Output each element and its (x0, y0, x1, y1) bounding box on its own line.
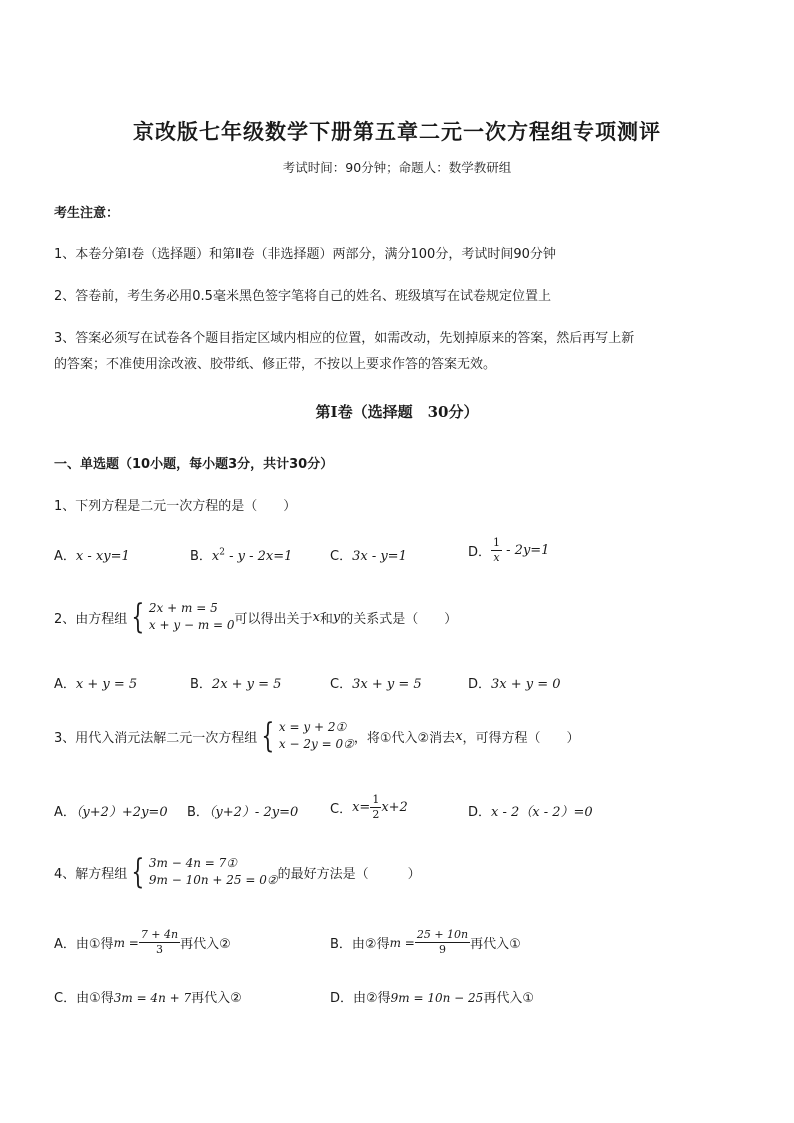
option-expr: x - xy=1 (75, 549, 130, 564)
q3-option-c[interactable] (330, 793, 408, 822)
system-eq-2: 9m − 10n + 25 = 0② (148, 873, 278, 887)
q2-option-b[interactable] (190, 673, 281, 692)
option-label: D． (330, 991, 354, 1006)
q3-option-d[interactable] (468, 801, 593, 820)
option-expr: （y+2）+2y=0 (75, 805, 168, 820)
part-heading: 一、单选题（10小题，每小题3分，共计30分） (54, 457, 334, 472)
option-expr-pre: x= (352, 800, 371, 815)
option-expr: - 2y=1 (502, 543, 550, 558)
option-label: A． (54, 805, 76, 820)
stem-suffix-a: ，将①代入②消去 (353, 730, 456, 746)
option-expr: 9m = 10n − 25 (390, 991, 484, 1005)
question-1-stem: 1、下列方程是二元一次方程的是（ ） (54, 499, 297, 514)
option-label: D． (468, 545, 492, 560)
question-4-stem (54, 852, 421, 892)
stem-prefix: 3、用代入消元法解二元一次方程组 (54, 730, 258, 746)
option-expr-post: x+2 (381, 800, 408, 815)
option-exponent: 2 (219, 547, 225, 558)
option-lhs: m = (113, 935, 139, 950)
fraction-denominator: 2 (372, 808, 380, 821)
equation-system (127, 852, 278, 892)
brace-icon: { (131, 852, 145, 892)
notice-item-3-cont: 的答案；不准使用涂改液、胶带纸、修正带，不按以上要求作答的答案无效。 (54, 357, 497, 372)
stem-suffix-c: 的关系式是（ ） (340, 611, 458, 627)
q2-option-c[interactable] (330, 673, 422, 692)
notice-item-3: 3、答案必须写在试卷各个题目指定区域内相应的位置，如需改动，先划掉原来的答案，然后再写上新 (54, 331, 635, 346)
option-fraction (491, 536, 502, 565)
option-fraction (415, 928, 470, 957)
q4-option-c[interactable] (54, 987, 242, 1006)
stem-suffix-a: 可以得出关于 (234, 611, 313, 627)
option-pre: 由①得 (76, 991, 114, 1006)
system-eq-1: 2x + m = 5 (148, 601, 218, 615)
notice-item-1: 1、本卷分第Ⅰ卷（选择题）和第Ⅱ卷（非选择题）两部分，满分100分，考试时间90分钟 (54, 247, 556, 262)
equation-system (257, 716, 354, 756)
option-label: C． (330, 549, 353, 564)
system-eq-2: x + y − m = 0 (148, 618, 235, 632)
q2-option-a[interactable] (54, 673, 137, 692)
brace-icon: { (261, 716, 275, 756)
stem-prefix: 4、解方程组 (54, 866, 128, 882)
option-expr: 3m = 4n + 7 (113, 991, 192, 1005)
q2-option-d[interactable] (468, 673, 561, 692)
fraction-numerator: 25 + 10n (416, 928, 469, 941)
option-label: C． (330, 802, 353, 817)
option-expr: 2x + y = 5 (211, 677, 282, 692)
fraction-denominator: 3 (155, 943, 163, 956)
option-expr: 3x + y = 0 (491, 677, 561, 692)
question-2-stem (54, 597, 458, 637)
q3-option-a[interactable] (54, 801, 168, 820)
notice-heading: 考生注意： (54, 206, 120, 221)
option-label: A． (54, 549, 76, 564)
option-label: C． (54, 991, 77, 1006)
option-expr: x + y = 5 (75, 677, 138, 692)
stem-var-x: x (312, 609, 320, 625)
option-post: 再代入② (191, 991, 242, 1006)
option-label: A． (54, 677, 76, 692)
option-expr: 3x - y=1 (352, 549, 407, 564)
system-eq-2: x − 2y = 0② (278, 737, 354, 751)
option-lhs: m = (389, 935, 415, 950)
option-expr: - y - 2x=1 (225, 549, 293, 564)
page-title: 京改版七年级数学下册第五章二元一次方程组专项测评 (133, 119, 661, 144)
page-subtitle: 考试时间：90分钟；命题人：数学教研组 (282, 160, 512, 175)
option-label: B． (190, 549, 212, 564)
option-post: 再代入① (483, 991, 534, 1006)
question-3-stem (54, 716, 580, 756)
stem-suffix-b: ，可得方程（ ） (462, 730, 580, 746)
option-pre: 由②得 (351, 937, 390, 952)
option-label: B． (187, 805, 209, 820)
stem-var-x: x (455, 728, 463, 744)
section-title: 第Ⅰ卷（选择题 30分） (315, 403, 479, 421)
option-expr: x - 2（x - 2）=0 (491, 805, 593, 820)
option-fraction (139, 928, 180, 957)
option-label: A． (54, 937, 76, 952)
option-fraction (370, 793, 381, 822)
fraction-numerator: 1 (372, 793, 380, 806)
option-label: B． (330, 937, 352, 952)
equation-system (127, 597, 235, 637)
q3-option-b[interactable] (187, 801, 298, 820)
option-var: x (211, 549, 220, 564)
system-eq-1: 3m − 4n = 7① (148, 856, 238, 870)
q4-option-a[interactable] (54, 928, 231, 957)
q4-option-b[interactable] (330, 928, 521, 957)
stem-suffix-b: 和 (319, 611, 333, 627)
notice-item-2: 2、答卷前，考生务必用0.5毫米黑色签字笔将自己的姓名、班级填写在试卷规定位置上 (54, 289, 551, 304)
fraction-denominator: x (493, 551, 500, 564)
option-expr: （y+2）- 2y=0 (208, 805, 299, 820)
q4-option-d[interactable] (330, 987, 534, 1006)
option-post: 再代入① (470, 937, 521, 952)
q1-option-a[interactable] (54, 545, 130, 564)
brace-icon: { (131, 597, 145, 637)
fraction-numerator: 1 (493, 536, 501, 549)
fraction-denominator: 9 (438, 943, 446, 956)
option-label: D． (468, 805, 492, 820)
q1-option-d[interactable] (468, 536, 549, 565)
q1-option-b[interactable] (190, 545, 292, 564)
option-pre: 由②得 (353, 991, 391, 1006)
stem-var-y: y (332, 609, 341, 625)
stem-suffix: 的最好方法是（ ） (277, 866, 421, 882)
option-expr: 3x + y = 5 (352, 677, 422, 692)
option-pre: 由①得 (75, 937, 114, 952)
option-label: D． (468, 677, 492, 692)
option-label: C． (330, 677, 353, 692)
option-post: 再代入② (180, 937, 231, 952)
q1-option-c[interactable] (330, 545, 407, 564)
fraction-numerator: 7 + 4n (140, 928, 179, 941)
stem-prefix: 2、由方程组 (54, 611, 128, 627)
option-label: B． (190, 677, 212, 692)
system-eq-1: x = y + 2① (278, 720, 347, 734)
